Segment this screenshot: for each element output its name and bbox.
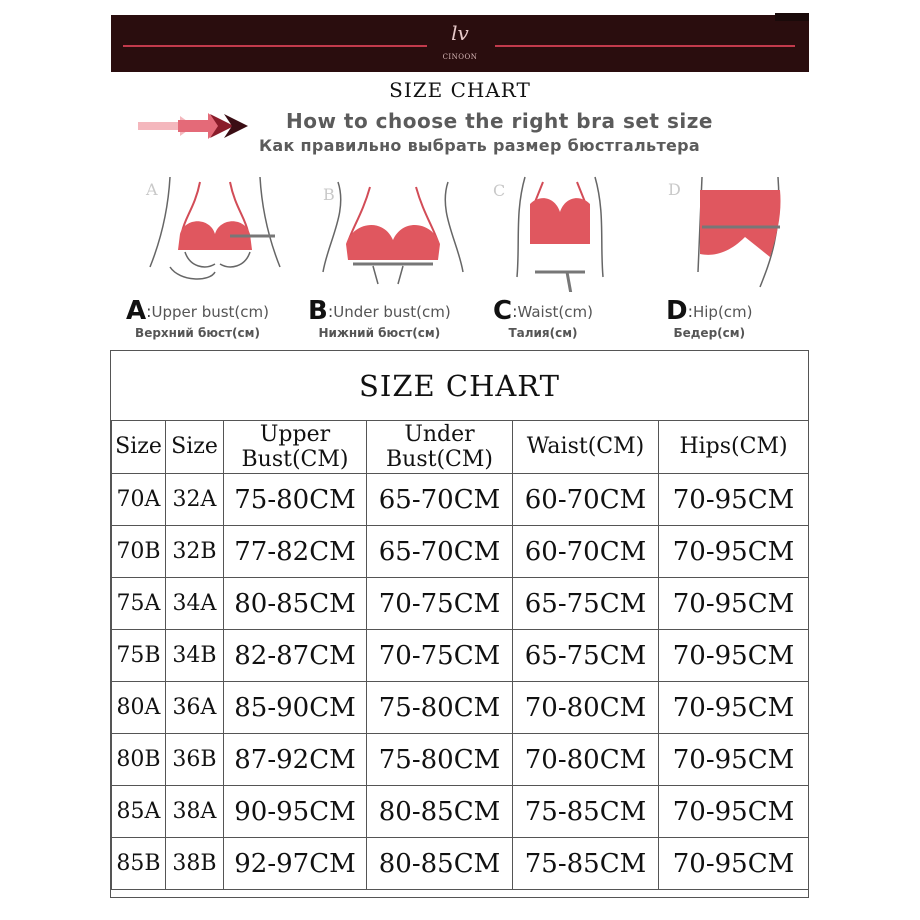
column-header-text: Bust(CM) [386,447,493,472]
step-a-letter: A [146,180,158,199]
measure-hip [666,296,753,340]
column-header [659,421,809,474]
table-cell: 34B [166,630,224,682]
measure-label-ru: Верхний бюст(см) [135,326,260,340]
table-cell: 32B [166,526,224,578]
step-d-letter: D [668,180,681,199]
measure-label-ru: Нижний бюст(см) [318,326,441,340]
table-cell: 87-92CM [224,734,367,786]
table-cell: 80A [112,682,166,734]
table-cell: 80B [112,734,166,786]
measure-label-en: Waist(cm) [517,303,593,321]
measure-label-en: Hip(cm) [692,303,753,321]
column-header-text: Hips(CM) [679,434,788,459]
table-row [112,578,809,630]
table-cell: 70-80CM [513,682,659,734]
table-cell: 70-95CM [659,682,809,734]
under-bust-illustration [318,172,468,292]
step-b-letter: B [323,185,335,204]
table-cell: 70-75CM [367,630,513,682]
table-cell: 70-95CM [659,838,809,890]
table-cell: 75-85CM [513,838,659,890]
measure-label-en: Under bust(cm) [333,303,451,321]
table-cell: 65-70CM [367,474,513,526]
column-header [513,421,659,474]
measure-label-ru: Талия(см) [508,326,578,340]
table-cell: 92-97CM [224,838,367,890]
measure-waist [493,296,593,340]
table-cell: 80-85CM [224,578,367,630]
table-cell: 65-70CM [367,526,513,578]
table-row [112,786,809,838]
table-row [112,630,809,682]
table-cell: 70-95CM [659,474,809,526]
measure-colon: : [146,302,152,321]
table-row [112,734,809,786]
table-cell: 85B [112,838,166,890]
upper-bust-illustration [140,172,290,292]
table-cell: 75-85CM [513,786,659,838]
table-cell: 75-80CM [367,682,513,734]
brand-logo: lv [451,21,469,45]
table-row [112,474,809,526]
table-cell: 80-85CM [367,838,513,890]
size-chart [110,350,809,898]
table-cell: 70-95CM [659,578,809,630]
hip-illustration [690,172,790,292]
table-cell: 70-95CM [659,526,809,578]
step-c-letter: C [493,181,506,200]
arrows-icon [138,110,250,142]
table-cell: 77-82CM [224,526,367,578]
measure-under-bust [308,296,451,340]
table-row [112,682,809,734]
table-cell: 75-80CM [367,734,513,786]
measure-colon: : [512,302,518,321]
measure-label-ru: Бедер(см) [673,326,746,340]
table-cell: 85A [112,786,166,838]
measure-colon: : [327,302,334,321]
table-cell: 65-75CM [513,578,659,630]
banner-rule-left [123,45,427,47]
page-title: SIZE CHART [389,78,531,102]
measure-upper-bust [126,296,269,340]
table-row [112,838,809,890]
measure-letter-a: A [126,296,147,326]
table-cell: 38B [166,838,224,890]
measure-letter-b: B [308,296,328,326]
table-cell: 38A [166,786,224,838]
howto-heading: How to choose the right bra set size [286,109,713,133]
table-cell: 36B [166,734,224,786]
table-cell: 70-95CM [659,630,809,682]
table-cell: 85-90CM [224,682,367,734]
measure-letter-c: C [493,296,513,326]
table-cell: 70A [112,474,166,526]
table-row [112,526,809,578]
table-cell: 75A [112,578,166,630]
table-cell: 32A [166,474,224,526]
column-header [112,421,166,474]
table-cell: 70-75CM [367,578,513,630]
table-cell: 82-87CM [224,630,367,682]
column-header-text: Bust(CM) [241,447,349,472]
column-header [367,421,513,474]
column-header-text: Under [404,422,475,447]
table-cell: 70-80CM [513,734,659,786]
table-cell: 34A [166,578,224,630]
measure-colon: : [687,302,693,321]
table-cell: 65-75CM [513,630,659,682]
column-header [166,421,224,474]
table-cell: 75B [112,630,166,682]
size-table [111,420,809,890]
brand-name: CINOON [442,53,478,61]
column-header-text: Size [171,434,218,459]
banner-corner-block [775,13,809,21]
table-cell: 75-80CM [224,474,367,526]
waist-illustration [505,172,615,292]
table-cell: 80-85CM [367,786,513,838]
howto-heading-ru: Как правильно выбрать размер бюстгальтера [259,136,701,155]
table-cell: 70-95CM [659,786,809,838]
brand-banner [111,15,809,72]
table-cell: 60-70CM [513,526,659,578]
column-header [224,421,367,474]
table-cell: 90-95CM [224,786,367,838]
column-header-text: Size [115,434,162,459]
column-header-text: Upper [259,422,331,447]
size-chart-title: SIZE CHART [111,351,808,421]
measure-letter-d: D [666,296,688,326]
measure-label-en: Upper bust(cm) [151,303,269,321]
table-cell: 70B [112,526,166,578]
table-cell: 60-70CM [513,474,659,526]
table-cell: 36A [166,682,224,734]
column-header-text: Waist(CM) [526,434,645,459]
banner-rule-right [495,45,795,47]
table-header-row [112,421,809,474]
table-cell: 70-95CM [659,734,809,786]
